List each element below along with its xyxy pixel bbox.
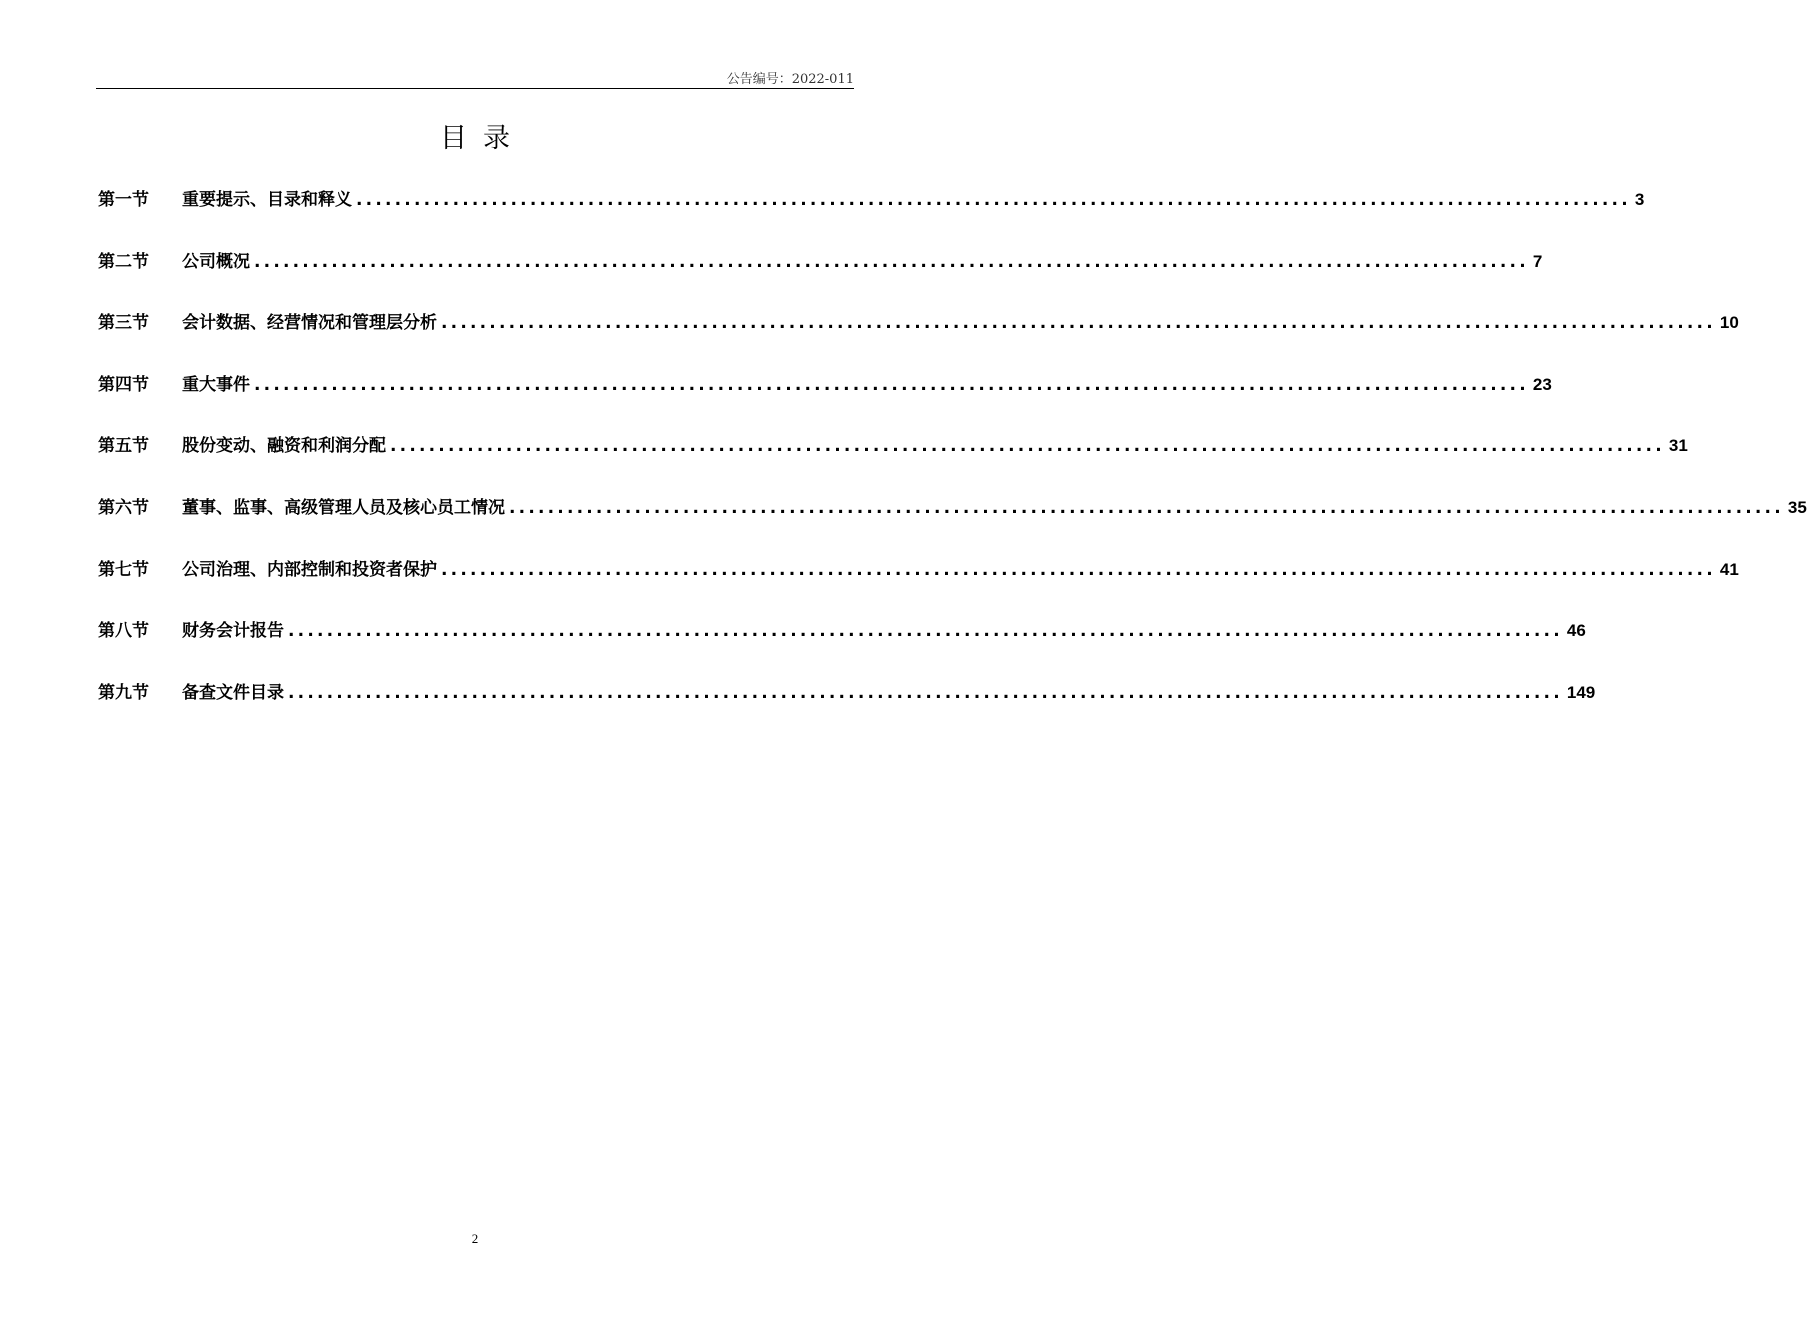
dot-leader: .................................................................................................................................... bbox=[254, 374, 1529, 395]
toc-section-number: 第五节 bbox=[98, 436, 149, 457]
dot-leader: .................................................................................................................................... bbox=[288, 682, 1563, 703]
toc-section-number: 第九节 bbox=[98, 682, 149, 703]
toc-entry[interactable] bbox=[98, 680, 1596, 742]
toc-entry[interactable] bbox=[98, 495, 1807, 557]
toc-entry[interactable] bbox=[98, 618, 1586, 680]
toc-section-title: 公司概况 bbox=[182, 251, 250, 272]
header-divider bbox=[96, 88, 854, 89]
announcement-number: 公告编号：2022-011 bbox=[726, 72, 854, 87]
toc-page-number: 23 bbox=[1532, 374, 1552, 394]
page-title: 目录 bbox=[440, 123, 526, 154]
dot-leader: .................................................................................................................................... bbox=[390, 436, 1665, 457]
toc-section-title: 股份变动、融资和利润分配 bbox=[182, 436, 386, 457]
toc-section-number: 第四节 bbox=[98, 374, 149, 395]
toc-section-title: 重大事件 bbox=[182, 374, 250, 395]
dot-leader: .................................................................................................................................... bbox=[254, 251, 1529, 272]
toc-entry[interactable] bbox=[98, 310, 1739, 372]
page-number: 2 bbox=[471, 1231, 479, 1246]
toc-section-number: 第七节 bbox=[98, 559, 149, 580]
toc-page-number: 46 bbox=[1566, 621, 1586, 641]
toc-entry[interactable] bbox=[98, 433, 1688, 495]
toc-section-title: 财务会计报告 bbox=[182, 621, 284, 642]
toc-section-number: 第八节 bbox=[98, 621, 149, 642]
toc-section-title: 会计数据、经营情况和管理层分析 bbox=[182, 313, 437, 334]
toc-page-number: 31 bbox=[1668, 436, 1688, 456]
dot-leader: .................................................................................................................................... bbox=[288, 621, 1563, 642]
toc-section-title: 董事、监事、高级管理人员及核心员工情况 bbox=[182, 497, 505, 518]
dot-leader: .................................................................................................................................... bbox=[441, 313, 1716, 334]
toc-page-number: 7 bbox=[1532, 251, 1543, 271]
toc-page-number: 149 bbox=[1566, 682, 1596, 702]
toc-section-title: 重要提示、目录和释义 bbox=[182, 190, 352, 210]
toc-section-number: 第一节 bbox=[98, 190, 149, 210]
toc-entry[interactable] bbox=[98, 372, 1552, 434]
toc-section-title: 备查文件目录 bbox=[182, 682, 284, 703]
toc-page-number: 3 bbox=[1634, 190, 1645, 209]
toc-entry[interactable] bbox=[98, 249, 1543, 311]
toc-entry[interactable] bbox=[98, 557, 1739, 619]
toc-section-number: 第三节 bbox=[98, 313, 149, 334]
toc-section-number: 第六节 bbox=[98, 497, 149, 518]
dot-leader: .................................................................................................................................... bbox=[509, 497, 1784, 518]
toc-page-number: 35 bbox=[1787, 497, 1807, 517]
toc-section-number: 第二节 bbox=[98, 251, 149, 272]
toc-page-number: 10 bbox=[1719, 313, 1739, 333]
dot-leader: .................................................................................................................................... bbox=[441, 559, 1716, 580]
toc-section-title: 公司治理、内部控制和投资者保护 bbox=[182, 559, 437, 580]
dot-leader: .................................................................................................................................... bbox=[356, 190, 1631, 210]
toc-page-number: 41 bbox=[1719, 559, 1739, 579]
table-of-contents bbox=[98, 187, 1807, 741]
toc-entry[interactable] bbox=[98, 187, 1645, 249]
